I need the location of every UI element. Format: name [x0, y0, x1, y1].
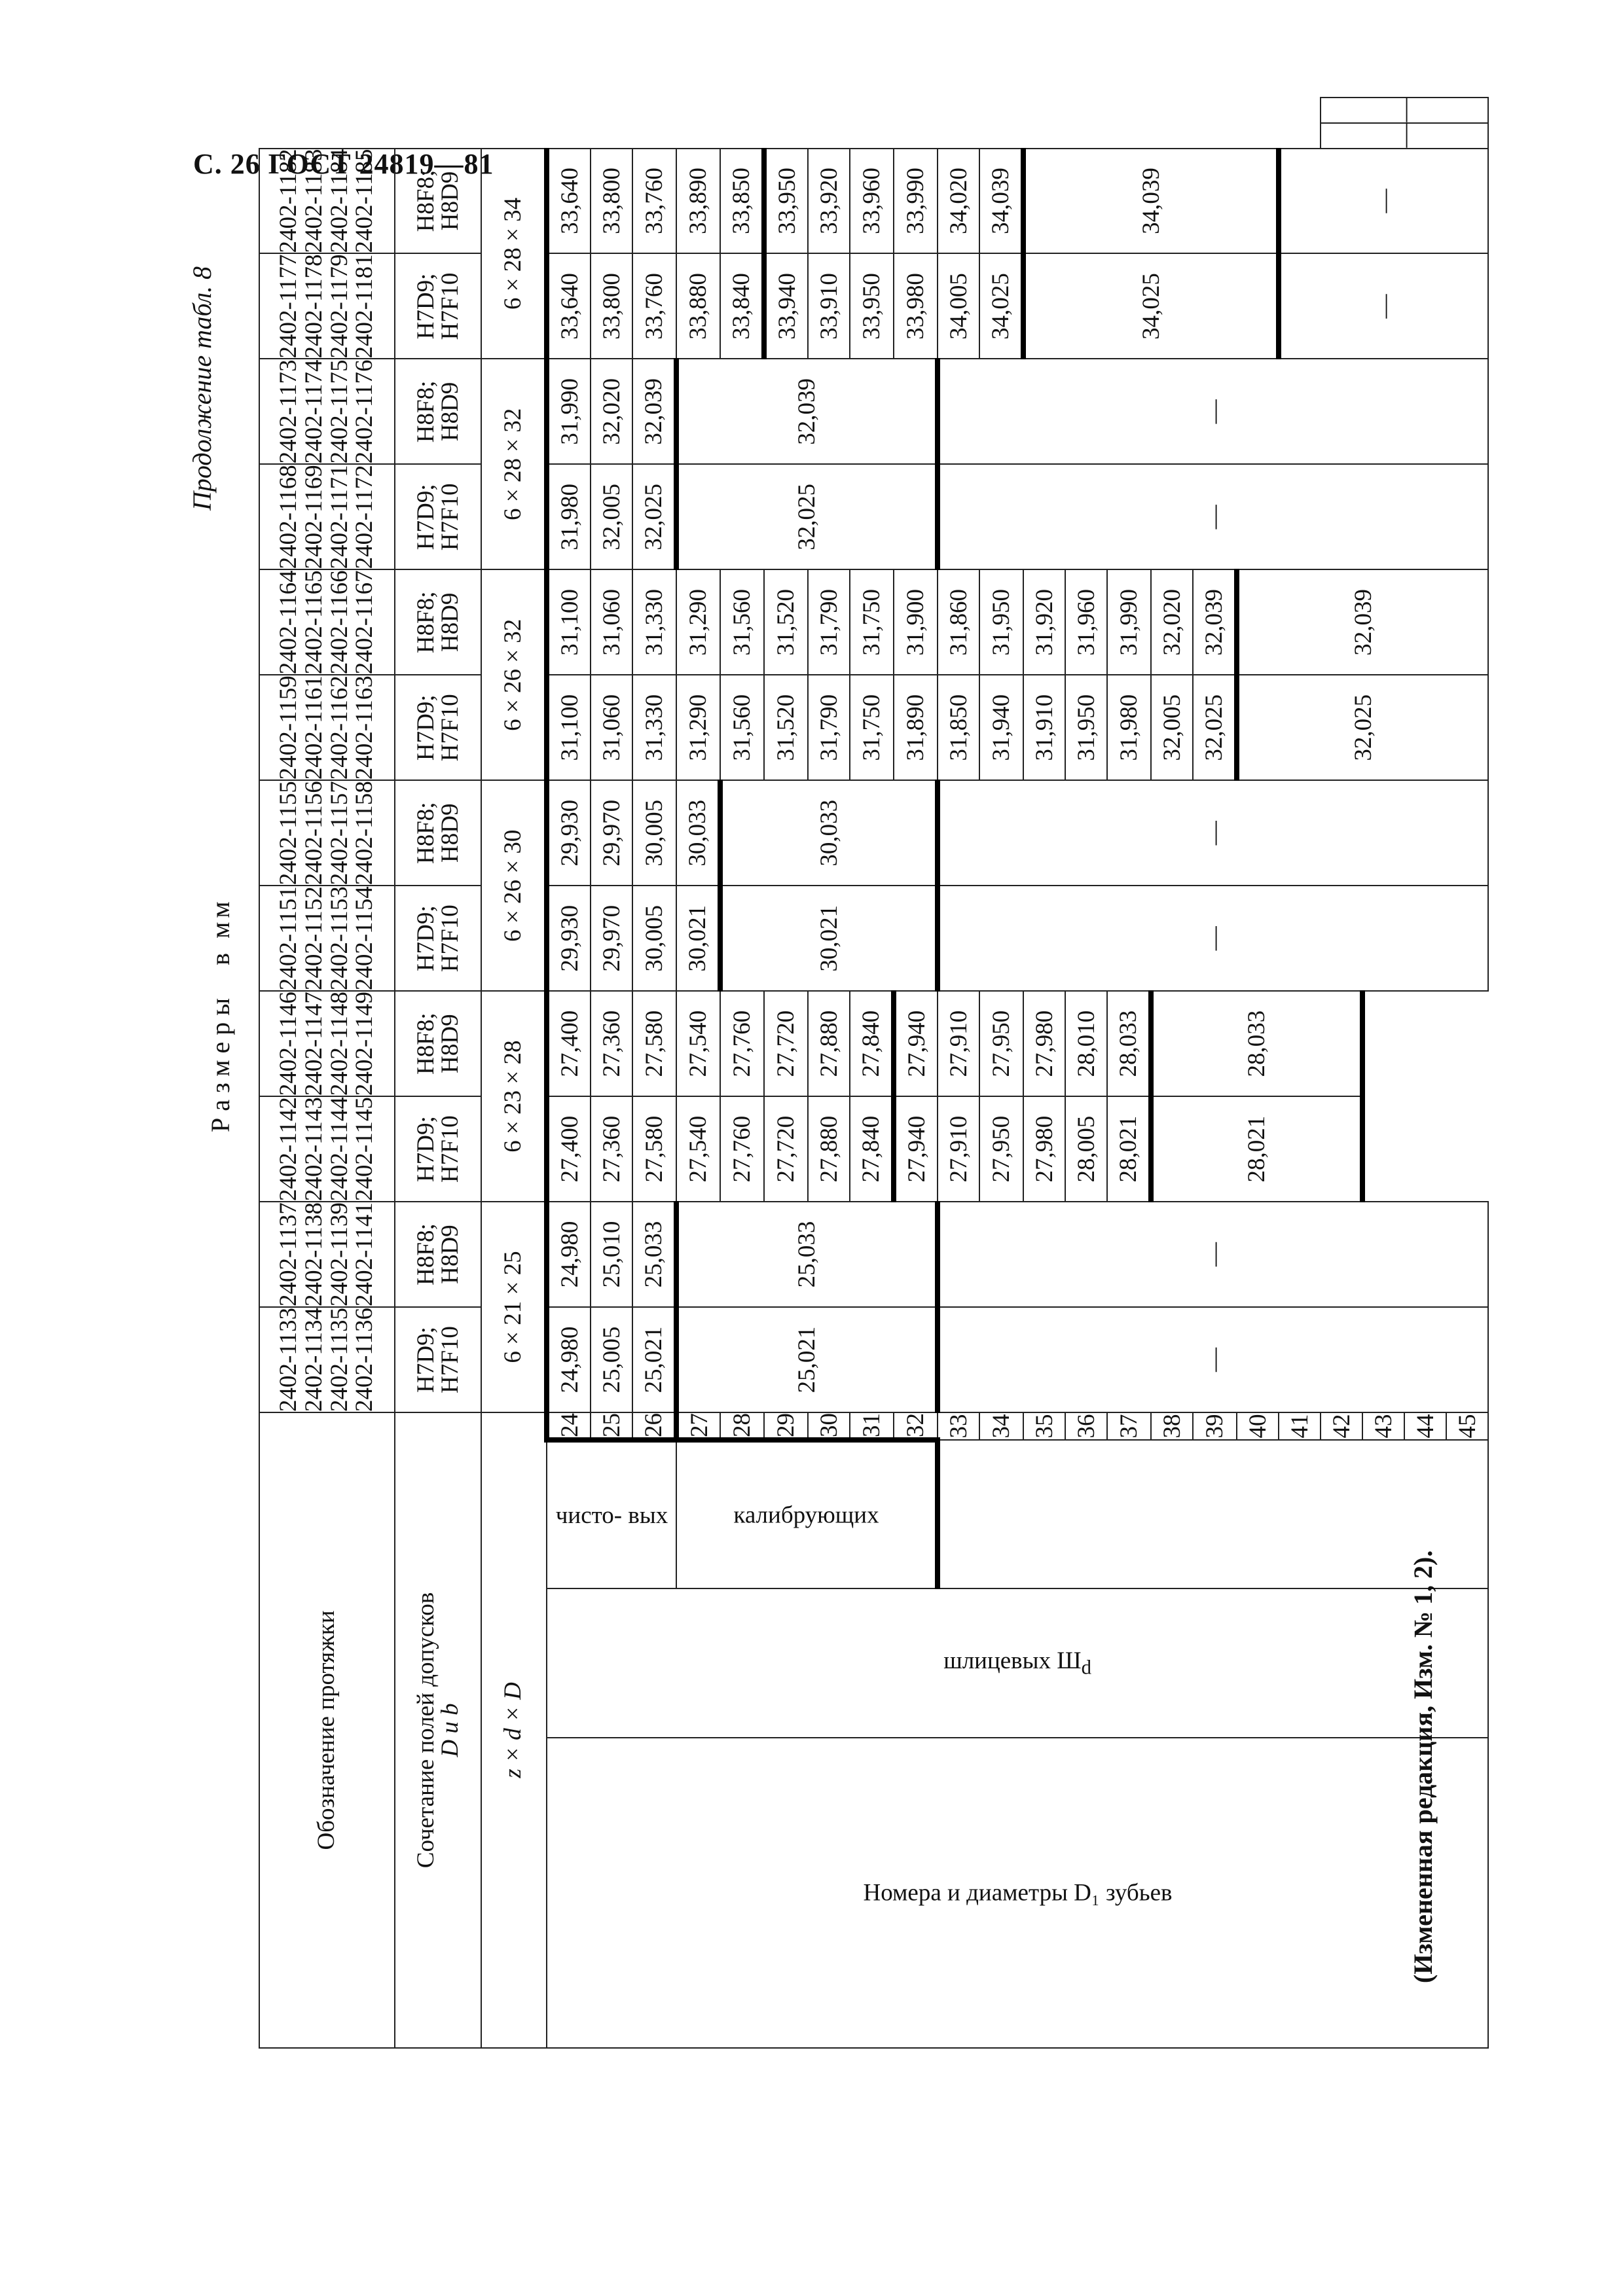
value-cell: 33,980 [894, 253, 938, 359]
value-cell: 29,930 [547, 780, 591, 886]
row-number: 26 [632, 1412, 676, 1440]
row-number: 24 [547, 1412, 591, 1440]
value-cell: 33,910 [808, 253, 850, 359]
value-cell: 31,940 [979, 675, 1023, 780]
value-cell: 32,025 [1193, 675, 1237, 780]
row-number: 39 [1193, 1412, 1237, 1440]
value-cell: 34,025 [979, 253, 1023, 359]
zdD-header: z × d × D [481, 1412, 547, 2048]
value-cell: 33,800 [591, 253, 632, 359]
value-cell: 30,005 [632, 886, 676, 991]
value-cell: 29,970 [591, 780, 632, 886]
combination-cell: 6 × 28 × 32 [481, 359, 547, 569]
value-cell: 33,840 [720, 253, 764, 359]
value-cell: 31,060 [591, 675, 632, 780]
value-cell: 27,910 [938, 991, 979, 1096]
value-cell: 31,990 [1107, 569, 1151, 675]
value-cell: 27,580 [632, 1096, 676, 1202]
value-cell: 27,540 [676, 991, 720, 1096]
value-cell: 27,580 [632, 991, 676, 1096]
value-cell: 33,640 [547, 253, 591, 359]
value-cell: 31,520 [764, 675, 808, 780]
code-cell: 2402-1151 2402-1152 2402-1153 2402-1154 [259, 886, 395, 991]
value-cell: 34,039 [979, 149, 1023, 254]
value-cell: 27,720 [764, 1096, 808, 1202]
tolerance-cell: H8F8; H8D9 [395, 780, 481, 886]
combination-cell: 6 × 28 × 34 [481, 149, 547, 359]
value-cell: 31,290 [676, 569, 720, 675]
value-cell: 24,980 [547, 1307, 591, 1412]
code-cell: 2402-1177 2402-1178 2402-1179 2402-1181 [259, 253, 395, 359]
value-cell: 33,890 [676, 149, 720, 254]
numbers-label: Номера и диаметры D₁ зубьев [547, 1738, 1488, 2048]
value-cell: — [1279, 149, 1488, 254]
tolerance-cell: H8F8; H8D9 [395, 1202, 481, 1307]
blank-cell [938, 1440, 1488, 1588]
row-number: 25 [591, 1412, 632, 1440]
page-header: С. 26 ГОСТ 24819—81 [193, 148, 494, 180]
value-cell: 31,790 [808, 675, 850, 780]
value-cell: 25,033 [632, 1202, 676, 1307]
value-cell: 34,020 [938, 149, 979, 254]
continuation-label: Продолжение табл. 8 [187, 266, 217, 511]
row-number: 32 [894, 1412, 938, 1440]
value-cell: 31,330 [632, 675, 676, 780]
value-cell: — [1321, 123, 1488, 149]
value-cell: 27,360 [591, 991, 632, 1096]
value-cell: 33,950 [764, 149, 808, 254]
row-number: 40 [1237, 1412, 1279, 1440]
value-cell: 30,033 [676, 780, 720, 886]
designation-header: Обозначение протяжки [259, 1412, 395, 2048]
value-cell: 28,021 [1107, 1096, 1151, 1202]
value-cell: — [938, 780, 1488, 886]
value-cell: 31,990 [547, 359, 591, 464]
value-cell: 31,950 [1065, 675, 1107, 780]
value-cell: 27,760 [720, 1096, 764, 1202]
code-cell: 2402-1182 2402-1183 2402-1184 2402-1185 [259, 149, 395, 254]
value-cell: 32,020 [591, 359, 632, 464]
tolerance-cell: H7D9; H7F10 [395, 886, 481, 991]
value-cell: 31,560 [720, 569, 764, 675]
value-cell: 27,950 [979, 1096, 1023, 1202]
value-cell: 34,005 [938, 253, 979, 359]
broach-dimensions-table [259, 97, 1489, 2049]
code-cell: 2402-1133 2402-1134 2402-1135 2402-1136 [259, 1307, 395, 1412]
value-cell: 31,750 [850, 569, 894, 675]
value-cell: 28,033 [1107, 991, 1151, 1096]
value-cell: 27,360 [591, 1096, 632, 1202]
value-cell: 33,760 [632, 253, 676, 359]
value-cell: 31,980 [1107, 675, 1151, 780]
value-cell: 27,540 [676, 1096, 720, 1202]
value-cell: 33,850 [720, 149, 764, 254]
row-number: 31 [850, 1412, 894, 1440]
value-cell: 32,039 [676, 359, 938, 464]
dimensions-title: Размеры в мм [206, 897, 235, 1132]
code-cell: 2402-1159 2402-1161 2402-1162 2402-1163 [259, 675, 395, 780]
value-cell: 31,100 [547, 675, 591, 780]
value-cell: 25,021 [676, 1307, 938, 1412]
row-number: 33 [938, 1412, 979, 1440]
splines-label: шлицевых $Ш_d$ [547, 1588, 1488, 1738]
value-cell: 31,950 [979, 569, 1023, 675]
value-cell: 33,990 [894, 149, 938, 254]
row-number: 41 [1279, 1412, 1321, 1440]
value-cell: 27,840 [850, 991, 894, 1096]
tolerance-cell: H7D9; H7F10 [395, 253, 481, 359]
value-cell: 30,021 [720, 886, 938, 991]
combination-cell: 6 × 21 × 25 [481, 1202, 547, 1412]
value-cell: 27,400 [547, 1096, 591, 1202]
value-cell: 32,025 [1237, 675, 1488, 780]
value-cell: 32,025 [632, 464, 676, 569]
value-cell: 31,100 [547, 569, 591, 675]
value-cell: 29,930 [547, 886, 591, 991]
tolerance-cell: H7D9; H7F10 [395, 1307, 481, 1412]
value-cell: — [1279, 253, 1488, 359]
value-cell: 28,005 [1065, 1096, 1107, 1202]
value-cell: — [938, 886, 1488, 991]
tolerance-cell: H7D9; H7F10 [395, 464, 481, 569]
value-cell: 31,860 [938, 569, 979, 675]
code-cell: 2402-1146 2402-1147 2402-1148 2402-1149 [259, 991, 395, 1096]
value-cell: 32,039 [632, 359, 676, 464]
value-cell: 31,890 [894, 675, 938, 780]
row-number: 36 [1065, 1412, 1107, 1440]
value-cell: 31,560 [720, 675, 764, 780]
value-cell: 31,330 [632, 569, 676, 675]
value-cell: 27,940 [894, 991, 938, 1096]
value-cell: 32,020 [1151, 569, 1193, 675]
value-cell: 31,960 [1065, 569, 1107, 675]
value-cell: 27,400 [547, 991, 591, 1096]
tolerance-cell: H7D9; H7F10 [395, 675, 481, 780]
row-number: 44 [1404, 1412, 1446, 1440]
combination-cell: 6 × 26 × 32 [481, 569, 547, 780]
value-cell: — [938, 464, 1488, 569]
finishing-label: чисто- вых [547, 1440, 676, 1588]
value-cell: 27,910 [938, 1096, 979, 1202]
value-cell: 25,010 [591, 1202, 632, 1307]
code-cell: 2402-1164 2402-1165 2402-1166 2402-1167 [259, 569, 395, 675]
tolerance-cell: H7D9; H7F10 [395, 1096, 481, 1202]
value-cell: 30,033 [720, 780, 938, 886]
value-cell: 28,010 [1065, 991, 1107, 1096]
value-cell: — [938, 1307, 1488, 1412]
row-number: 35 [1023, 1412, 1065, 1440]
value-cell: 27,760 [720, 991, 764, 1096]
value-cell: 32,039 [1193, 569, 1237, 675]
code-cell: 2402-1173 2402-1174 2402-1175 2402-1176 [259, 359, 395, 464]
value-cell: 29,970 [591, 886, 632, 991]
value-cell: 33,920 [808, 149, 850, 254]
value-cell: 30,005 [632, 780, 676, 886]
value-cell: — [1321, 98, 1488, 123]
value-cell: 32,005 [591, 464, 632, 569]
value-cell: 31,060 [591, 569, 632, 675]
value-cell: 27,720 [764, 991, 808, 1096]
tolerance-cell: H8F8; H8D9 [395, 359, 481, 464]
value-cell: 25,005 [591, 1307, 632, 1412]
value-cell: 33,940 [764, 253, 808, 359]
tolerance-cell: H8F8; H8D9 [395, 149, 481, 254]
tolerance-header: Сочетание полей допусков D и b [395, 1412, 481, 2048]
value-cell: 31,910 [1023, 675, 1065, 780]
code-cell: 2402-1168 2402-1169 2402-1171 2402-1172 [259, 464, 395, 569]
row-number: 30 [808, 1412, 850, 1440]
value-cell: 33,760 [632, 149, 676, 254]
value-cell: 25,033 [676, 1202, 938, 1307]
value-cell: 31,520 [764, 569, 808, 675]
value-cell: 31,900 [894, 569, 938, 675]
value-cell: 31,290 [676, 675, 720, 780]
code-cell: 2402-1155 2402-1156 2402-1157 2402-1158 [259, 780, 395, 886]
tolerance-cell: H8F8; H8D9 [395, 991, 481, 1096]
tolerance-cell: H8F8; H8D9 [395, 569, 481, 675]
value-cell: 27,950 [979, 991, 1023, 1096]
value-cell: 25,021 [632, 1307, 676, 1412]
row-number: 27 [676, 1412, 720, 1440]
value-cell: 33,800 [591, 149, 632, 254]
combination-cell: 6 × 26 × 30 [481, 780, 547, 991]
value-cell: — [938, 359, 1488, 464]
footnote: (Измененная редакция, Изм. № 1, 2). [1408, 1550, 1438, 1983]
value-cell: 31,750 [850, 675, 894, 780]
row-number: 43 [1362, 1412, 1404, 1440]
value-cell: 24,980 [547, 1202, 591, 1307]
value-cell: 32,025 [676, 464, 938, 569]
value-cell: 31,980 [547, 464, 591, 569]
value-cell: 31,850 [938, 675, 979, 780]
value-cell: 27,880 [808, 991, 850, 1096]
code-cell: 2402-1137 2402-1138 2402-1139 2402-1141 [259, 1202, 395, 1307]
calibrating-label: калибрующих [676, 1440, 938, 1588]
value-cell: — [938, 1202, 1488, 1307]
value-cell: 27,940 [894, 1096, 938, 1202]
row-number: 34 [979, 1412, 1023, 1440]
value-cell: 30,021 [676, 886, 720, 991]
row-number: 37 [1107, 1412, 1151, 1440]
value-cell: 33,950 [850, 253, 894, 359]
value-cell: 32,005 [1151, 675, 1193, 780]
value-cell: 27,980 [1023, 1096, 1065, 1202]
value-cell: 33,640 [547, 149, 591, 254]
value-cell: 27,980 [1023, 991, 1065, 1096]
value-cell: 34,039 [1023, 149, 1279, 254]
value-cell: 32,039 [1237, 569, 1488, 675]
value-cell: 27,880 [808, 1096, 850, 1202]
row-number: 29 [764, 1412, 808, 1440]
row-number: 38 [1151, 1412, 1193, 1440]
row-number: 28 [720, 1412, 764, 1440]
value-cell: 33,960 [850, 149, 894, 254]
value-cell: 33,880 [676, 253, 720, 359]
value-cell: 28,021 [1151, 1096, 1362, 1202]
value-cell: 31,920 [1023, 569, 1065, 675]
combination-cell: 6 × 23 × 28 [481, 991, 547, 1202]
row-number: 45 [1446, 1412, 1488, 1440]
value-cell: 31,790 [808, 569, 850, 675]
row-number: 42 [1321, 1412, 1362, 1440]
value-cell: 34,025 [1023, 253, 1279, 359]
value-cell: 28,033 [1151, 991, 1362, 1096]
value-cell: 27,840 [850, 1096, 894, 1202]
code-cell: 2402-1142 2402-1143 2402-1144 2402-1145 [259, 1096, 395, 1202]
